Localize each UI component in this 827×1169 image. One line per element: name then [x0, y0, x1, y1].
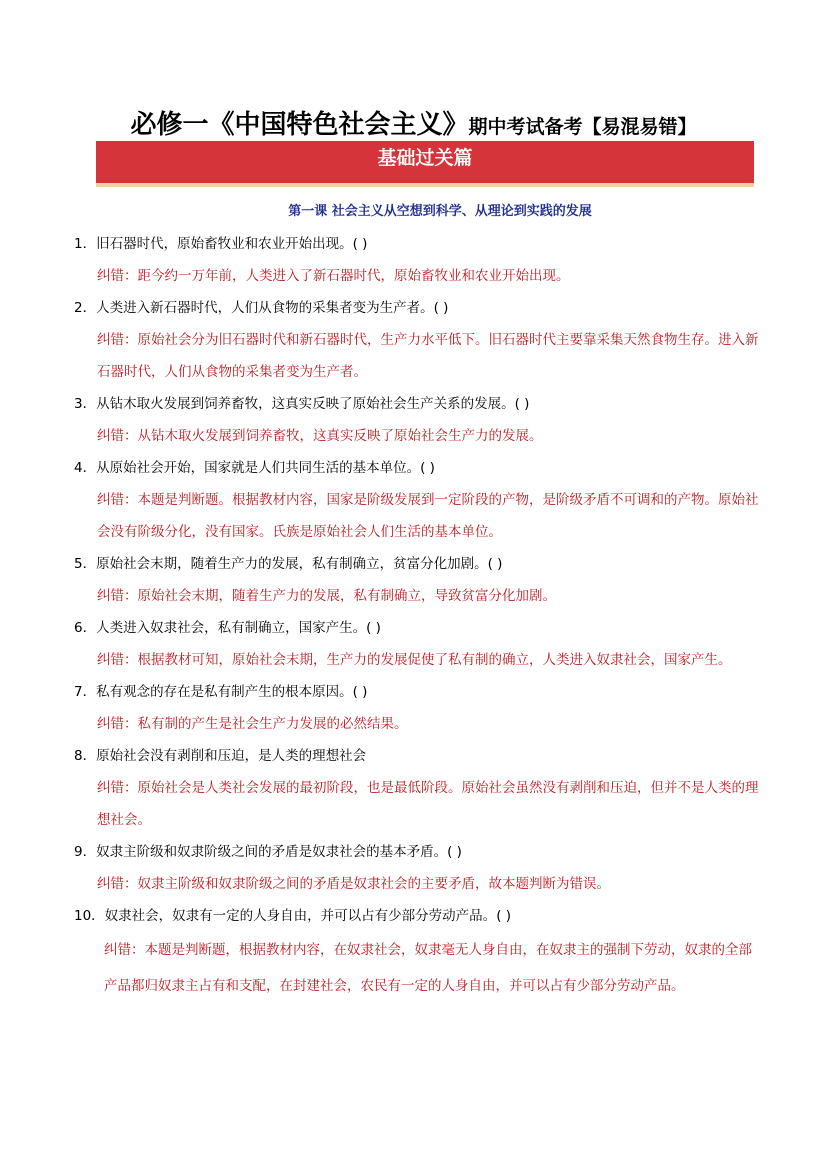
question-line — [74, 740, 764, 772]
answer-blank: ( ) — [447, 844, 462, 860]
section-heading: 第一课 社会主义从空想到科学、从理论到实践的发展 — [288, 204, 592, 219]
question-text: 奴隶主阶级和奴隶阶级之间的矛盾是奴隶社会的基本矛盾。 — [96, 844, 448, 860]
question-item-8 — [74, 740, 764, 836]
banner — [96, 141, 754, 187]
correction-text: 纠错：原始社会分为旧石器时代和新石器时代，生产力水平低下。旧石器时代主要靠采集天然食物生存。进入新石器时代，人们从食物的采集者变为生产者。 — [97, 332, 759, 380]
correction-text: 纠错：本题是判断题，根据教材内容，在奴隶社会，奴隶毫无人身自由，在奴隶主的强制下劳动，奴隶的全部产品都归奴隶主占有和支配，在封建社会，农民有一定的人身自由，并可以占有少部分劳动产品。 — [104, 942, 752, 994]
question-number: 7． — [74, 684, 97, 700]
question-item-9 — [74, 836, 764, 900]
question-line — [74, 388, 764, 420]
correction-text: 纠错：私有制的产生是社会生产力发展的必然结果。 — [97, 716, 408, 732]
question-item-6 — [74, 612, 764, 676]
question-text: 从钻木取火发展到饲养畜牧，这真实反映了原始社会生产关系的发展。 — [96, 396, 515, 412]
answer-blank: ( ) — [496, 908, 512, 924]
question-number: 1． — [74, 236, 97, 252]
title-main: 必修一《中国特色社会主义》 — [130, 110, 469, 140]
answer-blank: ( ) — [433, 300, 449, 316]
question-text: 人类进入奴隶社会，私有制确立，国家产生。 — [96, 620, 367, 636]
document-title — [0, 104, 827, 141]
question-number: 8． — [74, 748, 97, 764]
question-line — [74, 676, 764, 708]
question-number: 9． — [74, 844, 97, 860]
question-number: 4． — [74, 460, 97, 476]
question-number: 5． — [74, 556, 97, 572]
answer-blank: ( ) — [352, 684, 368, 700]
answer-blank: ( ) — [487, 556, 503, 572]
correction-text: 纠错：原始社会是人类社会发展的最初阶段，也是最低阶段。原始社会虽然没有剥削和压迫，但并不是人类的理想社会。 — [97, 780, 759, 828]
correction-text: 纠错：根据教材可知，原始社会末期，生产力的发展促使了私有制的确立，人类进入奴隶社会，国家产生。 — [97, 652, 732, 668]
question-item-1 — [74, 228, 764, 292]
answer-blank: ( ) — [352, 236, 368, 252]
answer-blank: ( ) — [514, 396, 530, 412]
banner-label: 基础过关篇 — [377, 147, 473, 169]
question-text: 从原始社会开始，国家就是人们共同生活的基本单位。 — [96, 460, 421, 476]
correction-text: 纠错：原始社会末期，随着生产力的发展，私有制确立，导致贫富分化加剧。 — [97, 588, 556, 604]
question-item-4 — [74, 452, 764, 548]
question-number: 10． — [74, 908, 105, 924]
question-item-5 — [74, 548, 764, 612]
correction-text: 纠错：距今约一万年前，人类进入了新石器时代，原始畜牧业和农业开始出现。 — [97, 268, 570, 284]
question-text: 原始社会末期，随着生产力的发展，私有制确立，贫富分化加剧。 — [96, 556, 488, 572]
title-sub: 期中考试备考【易混易错】 — [468, 116, 697, 138]
question-item-3 — [74, 388, 764, 452]
question-line — [74, 452, 764, 484]
question-line — [74, 900, 764, 932]
question-text: 奴隶社会，奴隶有一定的人身自由，并可以占有少部分劳动产品。 — [104, 908, 497, 924]
question-line — [74, 292, 764, 324]
correction-text: 纠错：本题是判断题。根据教材内容，国家是阶级发展到一定阶段的产物，是阶级矛盾不可调和的产物。原始社会没有阶级分化，没有国家。氏族是原始社会人们生活的基本单位。 — [97, 492, 759, 540]
question-number: 3． — [74, 396, 97, 412]
question-text: 原始社会没有剥削和压迫，是人类的理想社会 — [96, 748, 367, 764]
answer-blank: ( ) — [420, 460, 435, 476]
question-line — [74, 228, 764, 260]
question-item-10 — [74, 900, 764, 1004]
correction-text: 纠错：奴隶主阶级和奴隶阶级之间的矛盾是奴隶社会的主要矛盾，故本题判断为错误。 — [97, 876, 610, 892]
question-line — [74, 548, 764, 580]
correction-text: 纠错：从钻木取火发展到饲养畜牧，这真实反映了原始社会生产力的发展。 — [97, 428, 543, 444]
answer-blank: ( ) — [366, 620, 381, 636]
question-number: 6． — [74, 620, 97, 636]
question-line — [74, 836, 764, 868]
question-text: 人类进入新石器时代，人们从食物的采集者变为生产者。 — [96, 300, 434, 316]
question-item-7 — [74, 676, 764, 740]
question-line — [74, 612, 764, 644]
question-item-2 — [74, 292, 764, 388]
question-list — [74, 228, 764, 1004]
question-text: 私有观念的存在是私有制产生的根本原因。 — [96, 684, 353, 700]
question-text: 旧石器时代，原始畜牧业和农业开始出现。 — [96, 236, 353, 252]
question-number: 2． — [74, 300, 97, 316]
